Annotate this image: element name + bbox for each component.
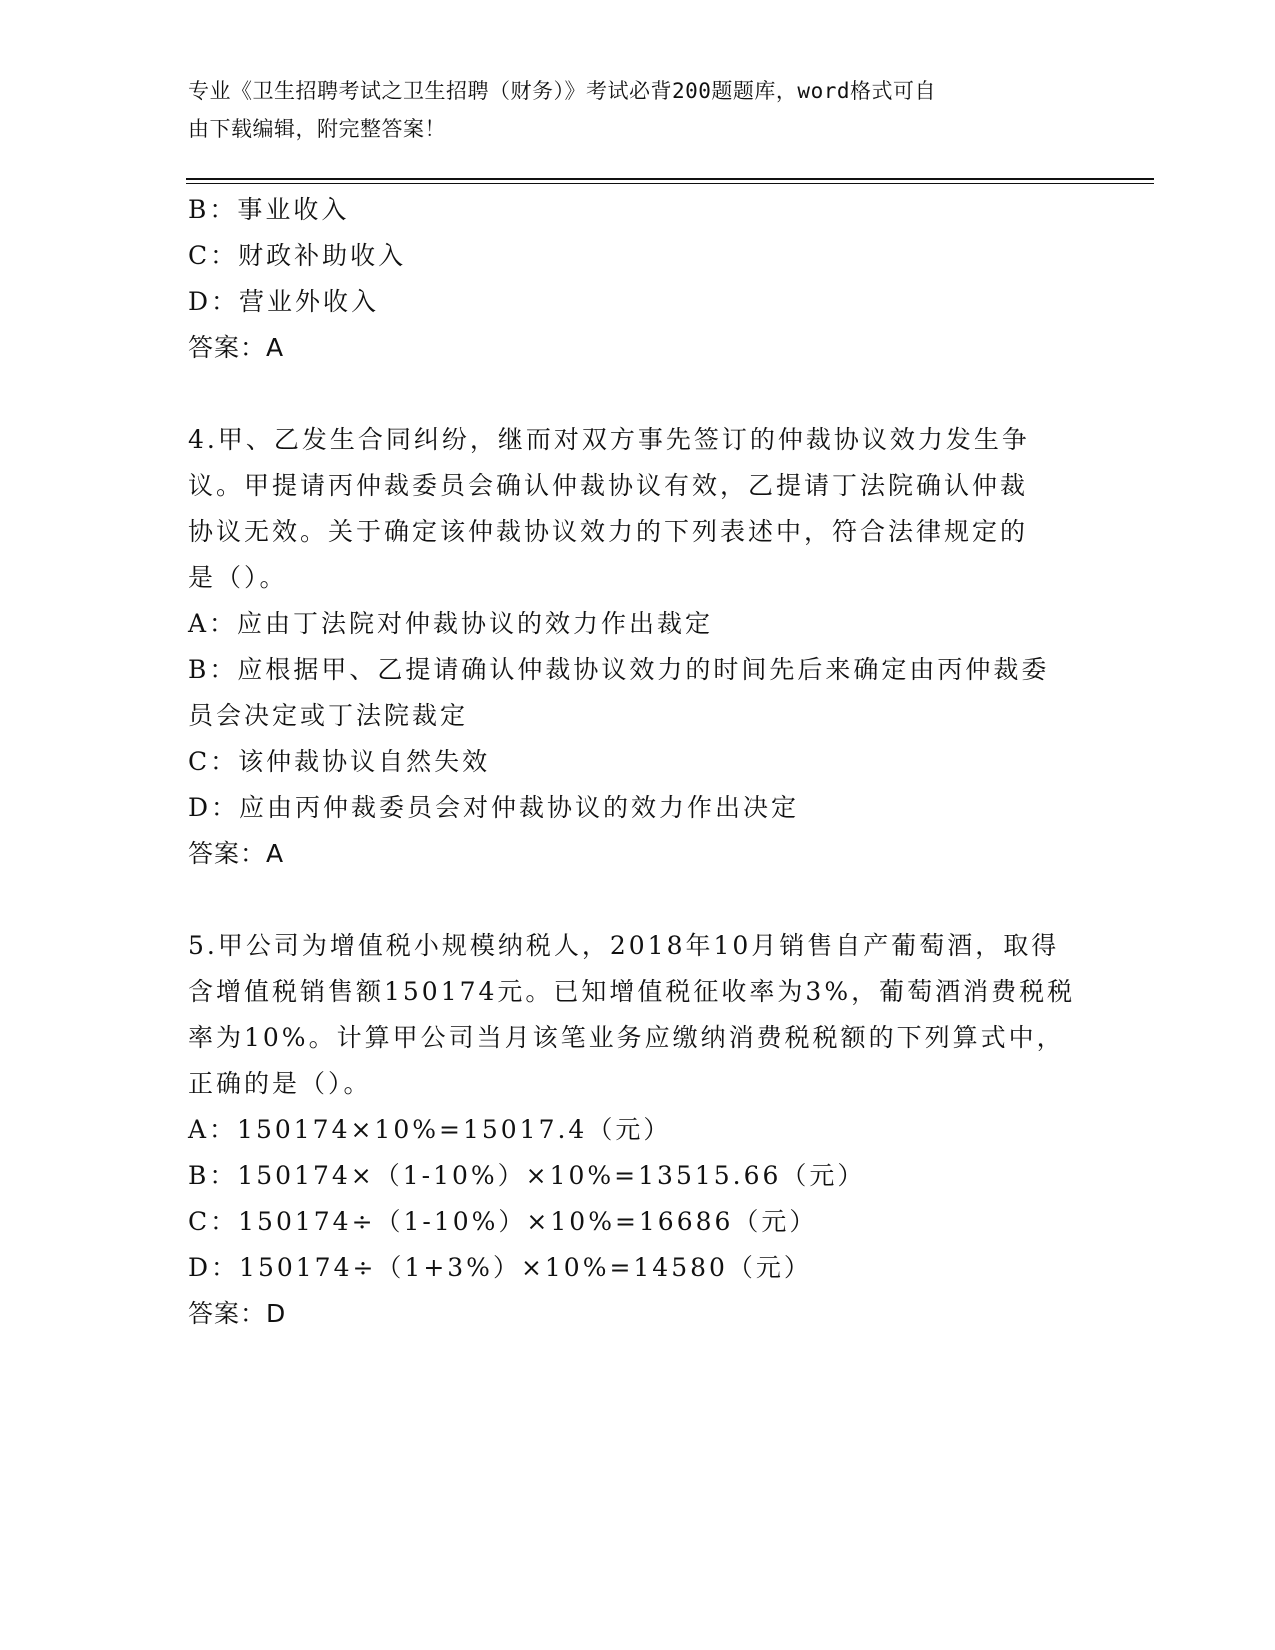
q3-answer: 答案：A [188,333,285,362]
q4-option-b-line-2: 员会决定或丁法院裁定 [188,701,469,730]
q5-answer: 答案：D [188,1299,287,1328]
question-3-continued [188,187,1088,371]
q4-option-b-line-1: B：应根据甲、乙提请确认仲裁协议效力的时间先后来确定由丙仲裁委 [188,655,1050,684]
q3-option-b: B：事业收入 [188,195,350,224]
q4-option-c: C：该仲裁协议自然失效 [188,747,491,776]
header-divider-thick [186,178,1154,180]
header-line-2: 由下载编辑，附完整答案！ [188,117,446,141]
q4-stem-line-4: 是（）。 [188,563,288,592]
q5-option-d: D：150174÷（1+3%）×10%=14580（元） [188,1253,812,1282]
q5-option-a: A：150174×10%=15017.4（元） [188,1115,672,1144]
q5-stem-line-3: 率为10%。计算甲公司当月该笔业务应缴纳消费税税额的下列算式中， [188,1023,1065,1052]
q4-stem-line-2: 议。甲提请丙仲裁委员会确认仲裁协议有效，乙提请丁法院确认仲裁 [188,471,1029,500]
header-line-1: 专业《卫生招聘考试之卫生招聘（财务）》考试必背200题题库，word格式可自 [188,79,936,103]
q5-option-b: B：150174×（1-10%）×10%=13515.66（元） [188,1161,866,1190]
q3-option-d: D：营业外收入 [188,287,380,316]
q4-stem-line-3: 协议无效。关于确定该仲裁协议效力的下列表述中，符合法律规定的 [188,517,1029,546]
question-4 [188,417,1088,877]
q4-stem-line-1: 4.甲、乙发生合同纠纷，继而对双方事先签订的仲裁协议效力发生争 [188,425,1030,454]
q4-option-a: A：应由丁法院对仲裁协议的效力作出裁定 [188,609,714,638]
header-divider-thin [186,183,1154,184]
spacer [188,371,1088,417]
q5-stem-line-1: 5.甲公司为增值税小规模纳税人，2018年10月销售自产葡萄酒，取得 [188,931,1060,960]
document-header [188,72,1078,148]
q4-answer: 答案：A [188,839,285,868]
spacer [188,877,1088,923]
q5-stem-line-2: 含增值税销售额150174元。已知增值税征收率为3%，葡萄酒消费税税 [188,977,1076,1006]
question-5 [188,923,1088,1337]
q5-stem-line-4: 正确的是（）。 [188,1069,372,1098]
q3-option-c: C：财政补助收入 [188,241,407,270]
q4-option-d: D：应由丙仲裁委员会对仲裁协议的效力作出决定 [188,793,800,822]
q5-option-c: C：150174÷（1-10%）×10%=16686（元） [188,1207,818,1236]
document-body [188,187,1088,1337]
